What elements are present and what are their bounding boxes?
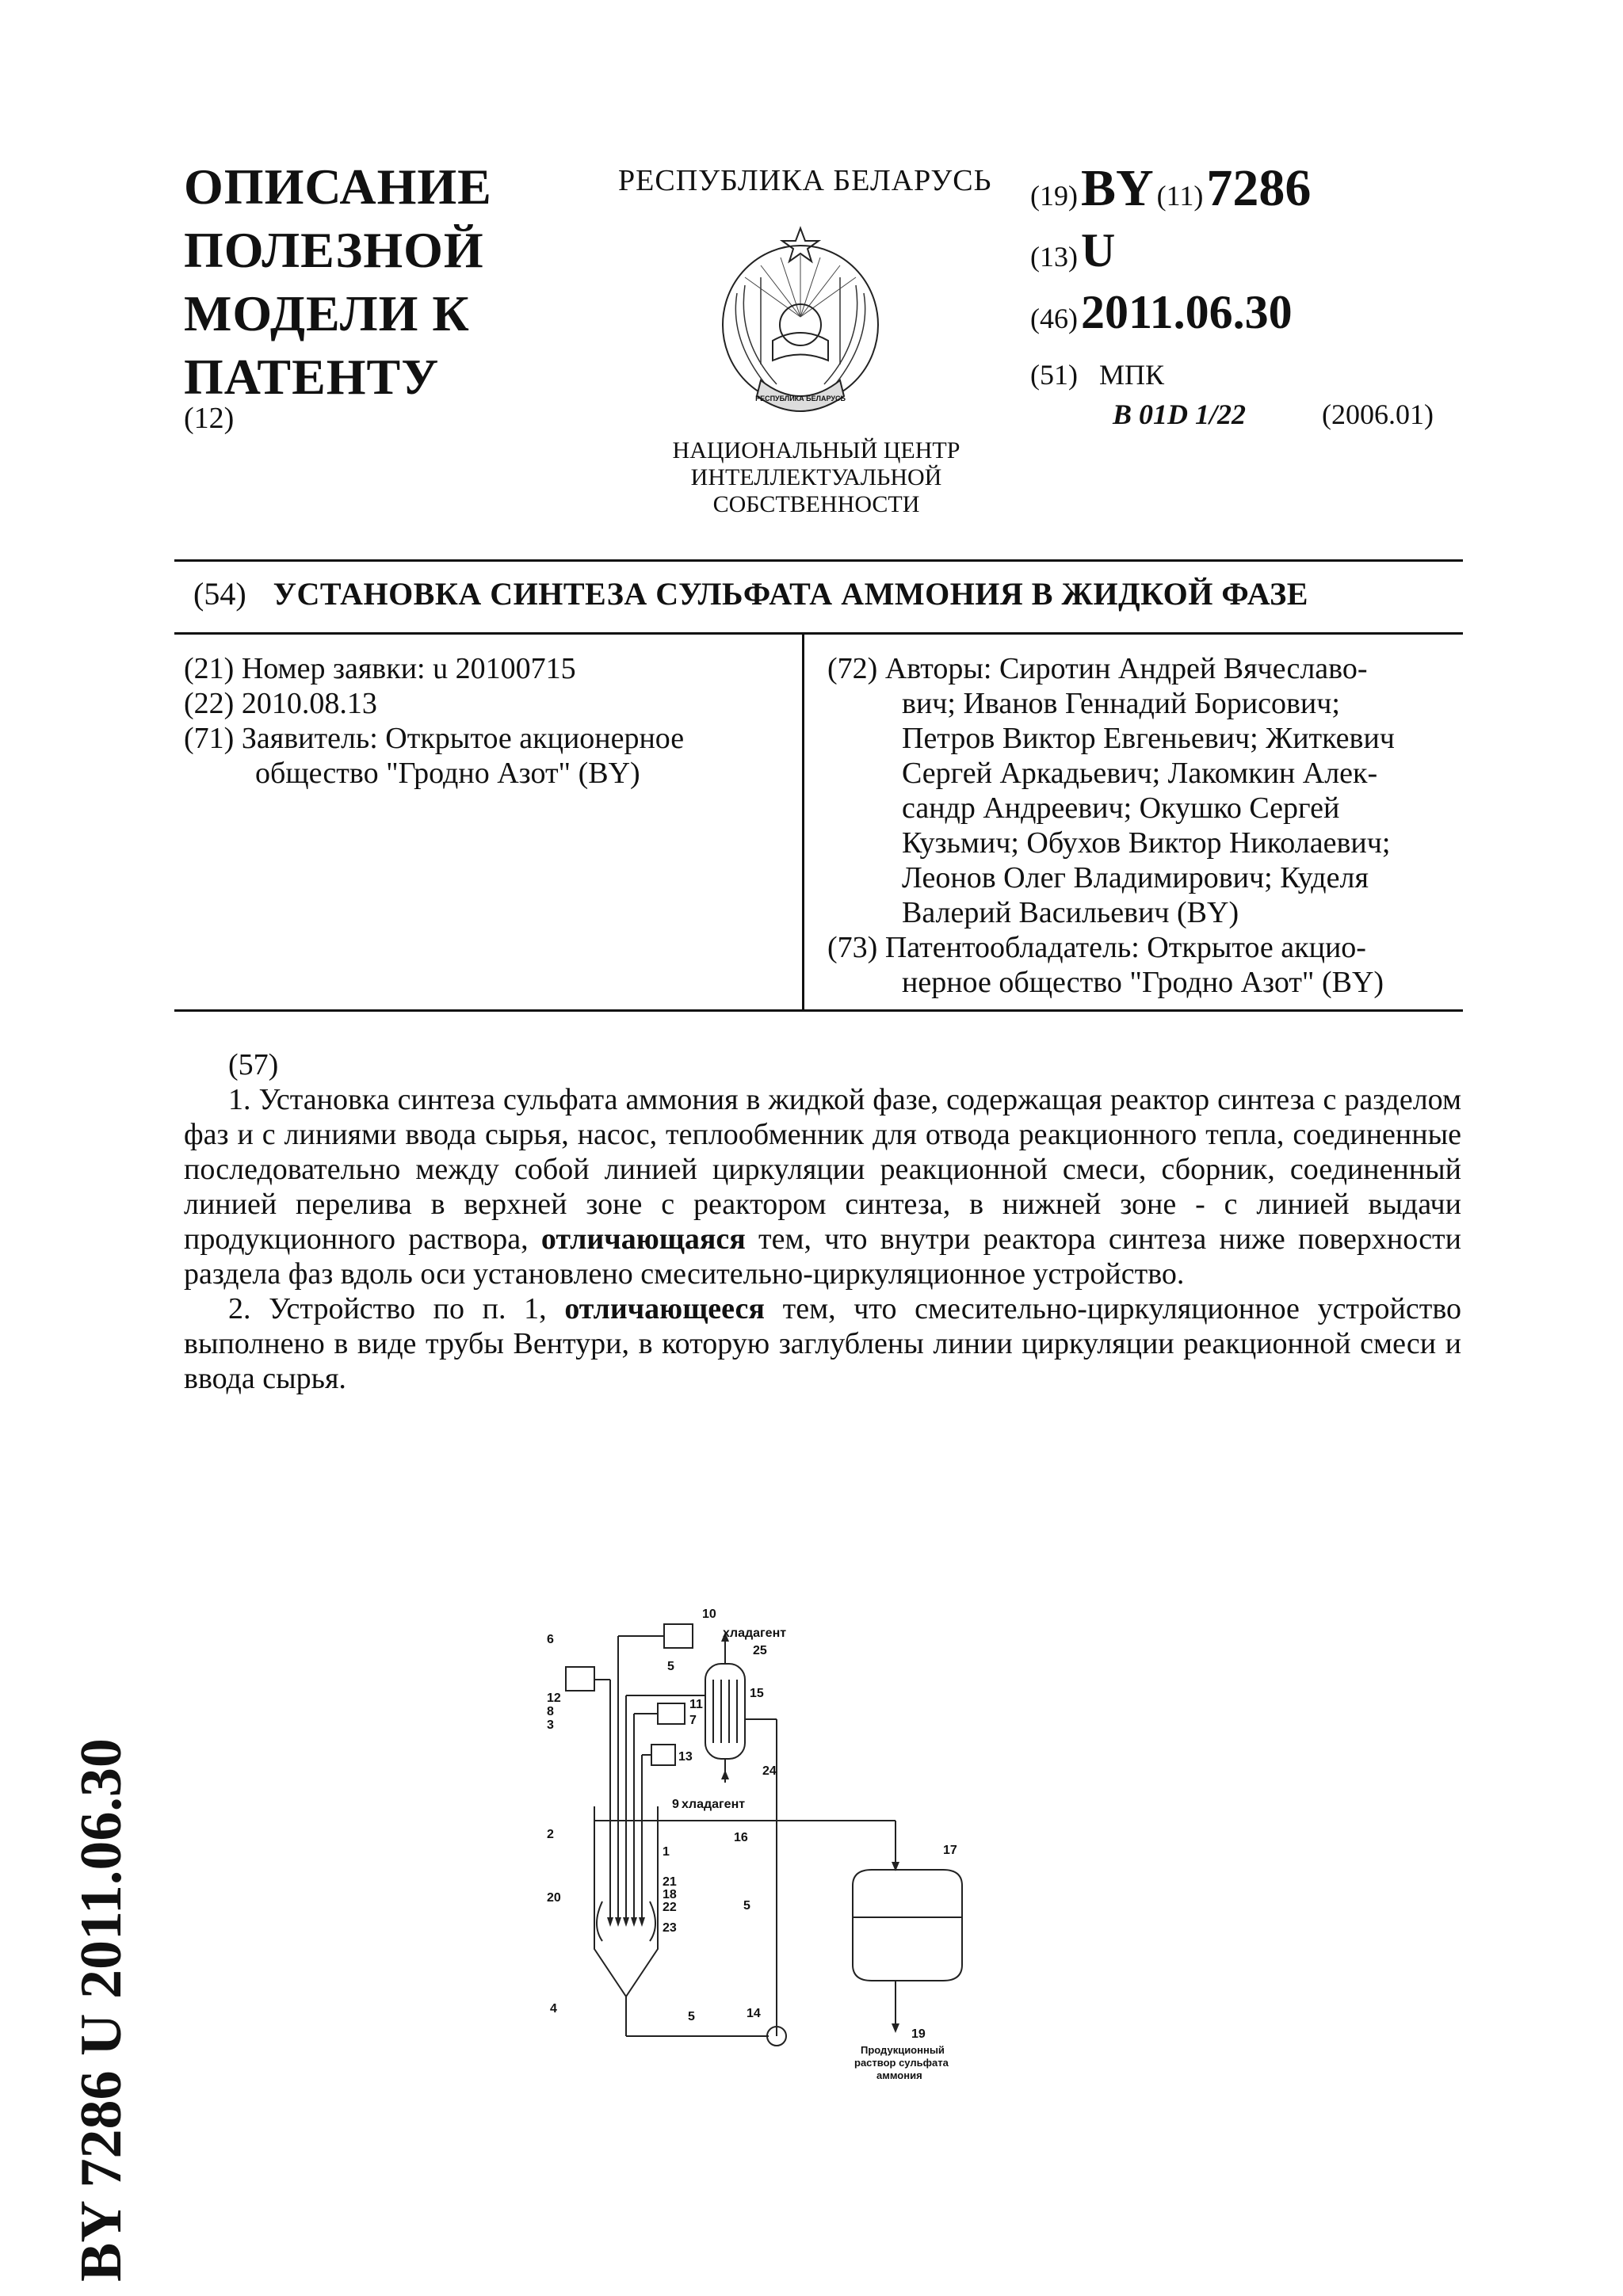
ipc-version: (2006.01) [1322, 399, 1434, 430]
authors-line: Сергей Аркадьевич; Лакомкин Алек- [902, 757, 1378, 790]
claim-1-keyword: отличающаяся [540, 1222, 746, 1256]
document-code: (12) [184, 402, 235, 435]
label-17: 17 [943, 1844, 957, 1857]
label-12: 12 [547, 1691, 561, 1705]
holder-line: Патентообладатель: Открытое акцио- [884, 931, 1366, 964]
applicant-line: Заявитель: Открытое акционерное [241, 722, 685, 755]
invention-title [193, 575, 1308, 612]
country-name: РЕСПУБЛИКА БЕЛАРУСЬ [618, 164, 992, 197]
code-72: (72) [827, 652, 878, 685]
product-label: Продукционный [861, 2044, 945, 2056]
claim-2-text: 2. Устройство по п. 1, [228, 1292, 547, 1325]
claim-2-text: тем, что смесительно-циркуляционное устройство выполнено в виде трубы Вентури, в которую заглублены линии циркуляции реакционной смеси и ввода сырья. [184, 1292, 1461, 1395]
label-19: 18 [663, 1888, 677, 1901]
applicant-line: общество "Гродно Азот" (BY) [255, 757, 640, 790]
authors-line: Валерий Васильевич (BY) [902, 896, 1239, 929]
label-5b: 5 [743, 1899, 750, 1913]
label-4: 4 [550, 2002, 557, 2016]
label-18: 19 [911, 2027, 926, 2041]
label-9: 9 [672, 1798, 679, 1811]
title-line: ОПИСАНИЕ [184, 158, 492, 215]
claims [184, 1047, 1461, 1396]
code-57: (57) [228, 1048, 279, 1081]
code-19: (19) [1030, 180, 1078, 212]
filing-date [184, 686, 786, 721]
product-label: раствор сульфата [854, 2057, 949, 2069]
column-divider [802, 634, 804, 1011]
label-2: 2 [547, 1828, 554, 1841]
kind-code: U [1080, 224, 1116, 277]
authors-line: Кузьмич; Обухов Виктор Николаевич; [902, 826, 1391, 860]
publication-date: 2011.06.30 [1080, 286, 1293, 338]
office-line: ИНТЕЛЛЕКТУАЛЬНОЙ [690, 464, 942, 490]
state-emblem-icon [713, 222, 888, 428]
publication-number-row [1030, 158, 1311, 219]
divider-bottom [174, 1009, 1463, 1012]
label-10: 10 [702, 1608, 716, 1621]
title-line: МОДЕЛИ К [184, 285, 470, 341]
title-text: УСТАНОВКА СИНТЕЗА СУЛЬФАТА АММОНИЯ В ЖИДКОЙ ФАЗЕ [273, 576, 1308, 612]
office-name [650, 437, 983, 518]
label-5: 5 [667, 1660, 674, 1673]
label-1: 1 [663, 1845, 670, 1859]
ipc-label: МПК [1098, 359, 1165, 391]
office-line: СОБСТВЕННОСТИ [712, 491, 920, 517]
code-71: (71) [184, 722, 235, 755]
code-13: (13) [1030, 241, 1078, 273]
divider-title [174, 632, 1463, 635]
claim-1-text: тем, что внутри реактора синтеза ниже поверхности раздела фаз вдоль оси установлено смесительно-циркуляционное устройство. [184, 1222, 1461, 1291]
emblem-ribbon-text: РЕСПУБЛИКА БЕЛАРУСЬ [755, 395, 846, 402]
biblio-right [827, 651, 1461, 1000]
filing-date-value: 2010.08.13 [241, 687, 377, 720]
authors-line: Авторы: Сиротин Андрей Вячеславо- [884, 652, 1368, 685]
ipc-class: B 01D 1/22 [1113, 399, 1247, 430]
authors-line: вич; Иванов Геннадий Борисович; [902, 687, 1340, 720]
label-14: 14 [747, 2007, 761, 2020]
code-54: (54) [193, 576, 246, 612]
label-23: 23 [663, 1921, 677, 1935]
application-text: Номер заявки: u 20100715 [241, 652, 576, 685]
ipc-row [1030, 358, 1164, 391]
code-73: (73) [827, 931, 878, 964]
document-title [184, 155, 492, 409]
claim-1-text: 1. Установка синтеза сульфата аммония в жидкой фазе, содержащая реактор синтеза с разделом фаз и с линиями ввода сырья, насос, теплообменник для отвода реакционного тепла, соединенные последовательно между собой линией циркуляции реакционной смеси, сборник, соединенный линией перелива в верхней зоне с реактором синтеза, в нижней зоне - с линией выдачи продукционного раствора, [184, 1083, 1461, 1256]
label-3: 3 [547, 1718, 554, 1732]
kind-row [1030, 223, 1115, 278]
label-6: 6 [547, 1633, 554, 1646]
label-8: 8 [547, 1705, 554, 1718]
title-line: ПАТЕНТУ [184, 349, 440, 405]
divider-top [174, 559, 1463, 562]
label-13: 13 [678, 1750, 693, 1764]
label-16: 16 [734, 1831, 748, 1844]
authors [827, 651, 1461, 686]
claim-2-keyword: отличающееся [564, 1292, 765, 1325]
code-21: (21) [184, 652, 235, 685]
biblio-left [184, 651, 786, 791]
authors-line: Петров Виктор Евгеньевич; Житкевич [902, 722, 1395, 755]
authors-line: сандр Андреевич; Окушко Сергей [902, 791, 1340, 825]
applicant [184, 721, 786, 756]
claim-2 [184, 1291, 1461, 1396]
code-11: (11) [1156, 180, 1204, 212]
patent-number: 7286 [1206, 159, 1312, 217]
patent-holder [827, 930, 1461, 965]
label-24: 24 [762, 1764, 777, 1778]
label-21: 21 [663, 1875, 677, 1889]
code-46: (46) [1030, 303, 1078, 334]
product-label: аммония [876, 2069, 922, 2081]
side-stamp: BY 7286 U 2011.06.30 [69, 1738, 134, 2282]
process-diagram [539, 1569, 1141, 2123]
label-25: 25 [753, 1644, 767, 1657]
holder-line: нерное общество "Гродно Азот" (BY) [902, 966, 1384, 999]
office-line: НАЦИОНАЛЬНЫЙ ЦЕНТР [672, 437, 960, 463]
pub-date-row [1030, 285, 1293, 340]
label-7: 7 [689, 1714, 697, 1727]
claim-1 [184, 1082, 1461, 1291]
label-15: 15 [750, 1687, 764, 1700]
title-line: ПОЛЕЗНОЙ [184, 222, 484, 278]
country-code: BY [1080, 159, 1154, 217]
label-11: 11 [689, 1698, 703, 1711]
code-22: (22) [184, 687, 235, 720]
label-5c: 5 [688, 2010, 695, 2023]
authors-line: Леонов Олег Владимирович; Куделя [902, 861, 1369, 894]
label-22: 22 [663, 1901, 677, 1914]
code-51: (51) [1030, 359, 1078, 391]
label-20: 20 [547, 1891, 561, 1905]
application-number [184, 651, 786, 686]
coolant-top-label: хладагент [723, 1627, 787, 1640]
coolant-bottom-label: хладагент [682, 1798, 746, 1811]
